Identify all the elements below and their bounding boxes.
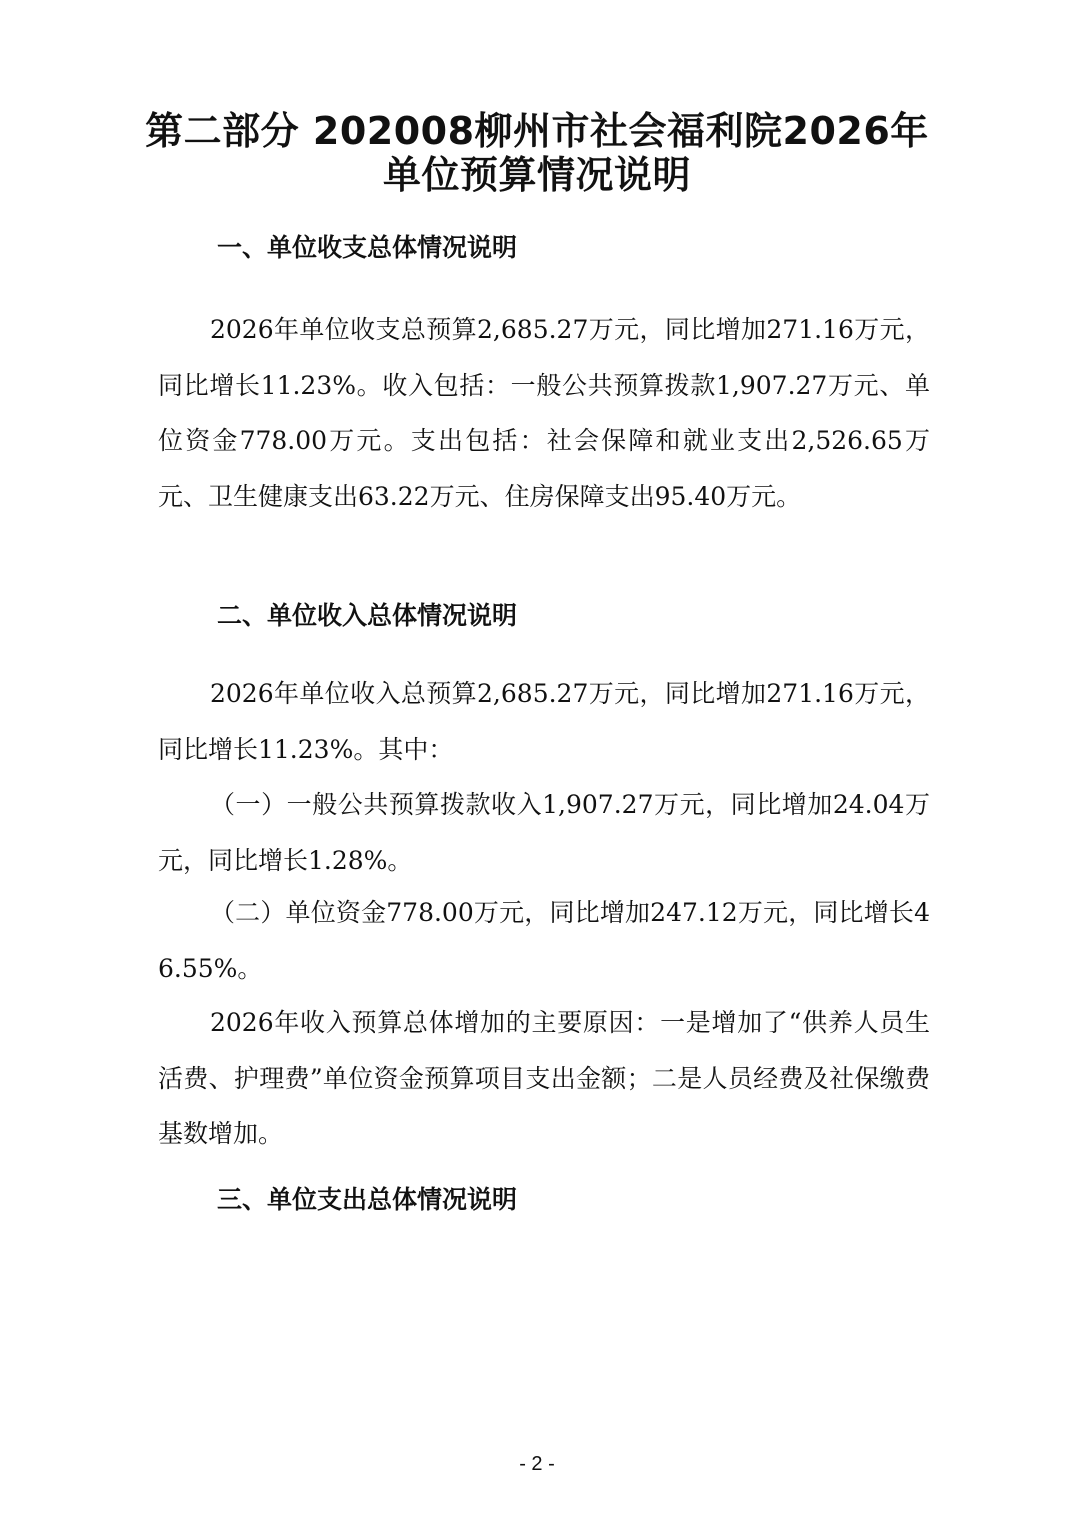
document-title-line-1: 第二部分 202008柳州市社会福利院2026年 — [145, 109, 929, 153]
paragraph-income-summary: 2026年单位收入总预算2,685.27万元，同比增加271.16万元，同比增长11.23%。其中： — [158, 679, 930, 764]
page-number: - 2 - — [519, 1453, 555, 1475]
paragraph-income-increase-reasons: 2026年收入预算总体增加的主要原因：一是增加了“供养人员生活费、护理费”单位资金预算项目支出金额；二是人员经费及社保缴费基数增加。 — [158, 1008, 930, 1148]
section-heading-income: 二、单位收入总体情况说明 — [217, 601, 518, 630]
paragraph-overall-summary: 2026年单位收支总预算2,685.27万元，同比增加271.16万元，同比增长11.23%。收入包括：一般公共预算拨款1,907.27万元、单位资金778.00万元。支出包括：社会保障和就业支出2,526.65万元、卫生健康支出63.22万元、住房保障支出95.40万元。 — [158, 315, 930, 511]
section-heading-expenditure: 三、单位支出总体情况说明 — [217, 1185, 518, 1214]
paragraph-income-general-budget: （一）一般公共预算拨款收入1,907.27万元，同比增加24.04万元，同比增长1.28%。 — [158, 790, 930, 875]
section-heading-overall: 一、单位收支总体情况说明 — [217, 233, 518, 262]
paragraph-income-unit-funds: （二）单位资金778.00万元，同比增加247.12万元，同比增长46.55%。 — [158, 898, 930, 983]
document-title-line-2: 单位预算情况说明 — [382, 153, 691, 197]
